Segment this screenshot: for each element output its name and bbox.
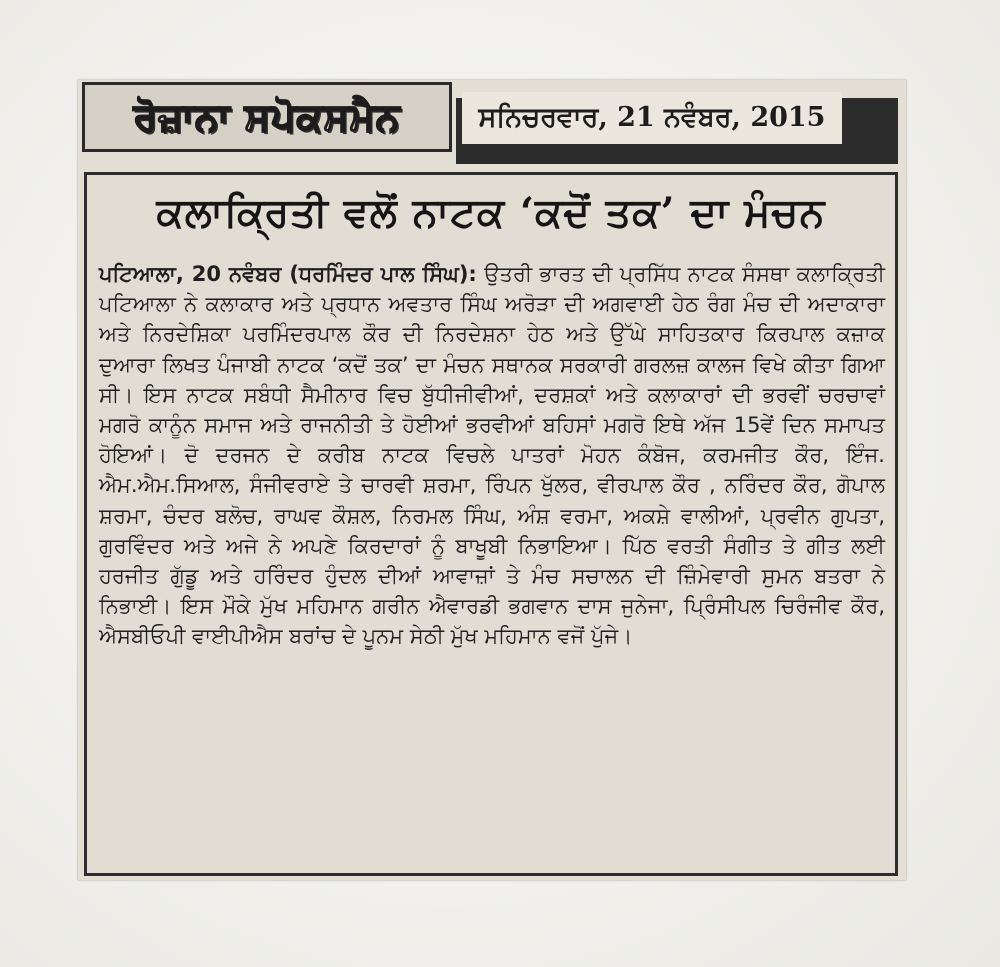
article-box [84, 172, 898, 876]
article-body [99, 259, 885, 652]
masthead [78, 80, 906, 166]
article-dateline: ਪਟਿਆਲਾ, 20 ਨਵੰਬਰ (ਧਰਮਿੰਦਰ ਪਾਲ ਸਿੰਘ): [99, 262, 477, 286]
issue-date: ਸਨਿਚਰਵਾਰ, 21 ਨਵੰਬਰ, 2015 [478, 102, 826, 133]
newspaper-name: ਰੋਜ਼ਾਨਾ ਸਪੋਕਸਮੈਨ [133, 94, 401, 139]
article-headline: ਕਲਾਕ੍ਰਿਤੀ ਵਲੋਂ ਨਾਟਕ ‘ਕਦੋਂ ਤਕ’ ਦਾ ਮੰਚਨ [156, 189, 826, 236]
newspaper-logo [82, 82, 452, 152]
newspaper-clipping [78, 80, 906, 880]
date-box [462, 92, 842, 144]
article-text: ਉਤਰੀ ਭਾਰਤ ਦੀ ਪ੍ਰਸਿੱਧ ਨਾਟਕ ਸੰਸਥਾ ਕਲਾਕ੍ਰਿਤੀ ਪਟਿਆਲਾ ਨੇ ਕਲਾਕਾਰ ਅਤੇ ਪ੍ਰਧਾਨ ਅਵਤਾਰ ਸਿੰਘ ਅਰੋੜਾ ਦੀ ਅਗਵਾਈ ਹੇਠ ਰੰਗ ਮੰਚ ਦੀ ਅਦਾਕਾਰਾ ਅਤੇ ਨਿਰਦੇਸ਼ਿਕਾ ਪਰਮਿੰਦਰਪਾਲ ਕੌਰ ਦੀ ਨਿਰਦੇਸ਼ਨਾ ਹੇਠ ਅਤੇ ਉੱਘੇ ਸਾਹਿਤਕਾਰ ਕਿਰਪਾਲ ਕਜ਼ਾਕ ਦੁਆਰਾ ਲਿਖਤ ਪੰਜਾਬੀ ਨਾਟਕ ‘ਕਦੋਂ ਤਕ’ ਦਾ ਮੰਚਨ ਸਥਾਨਕ ਸਰਕਾਰੀ ਗਰਲਜ਼ ਕਾਲਜ ਵਿਖੇ ਕੀਤਾ ਗਿਆ ਸੀ। ਇਸ ਨਾਟਕ ਸਬੰਧੀ ਸੈਮੀਨਾਰ ਵਿਚ ਬੁੱਧੀਜੀਵੀਆਂ, ਦਰਸ਼ਕਾਂ ਅਤੇ ਕਲਾਕਾਰਾਂ ਦੀ ਭਰਵੀਂ ਚਰਚਾਵਾਂ ਮਗਰੋ ਕਾਨੂੰਨ ਸਮਾਜ ਅਤੇ ਰਾਜਨੀਤੀ ਤੇ ਹੋਈਆਂ ਭਰਵੀਆਂ ਬਹਿਸਾਂ ਮਗਰੋ ਇਥੇ ਅੱਜ 15ਵੇਂ ਦਿਨ ਸਮਾਪਤ ਹੋਇਆਂ। ਦੋ ਦਰਜਨ ਦੇ ਕਰੀਬ ਨਾਟਕ ਵਿਚਲੇ ਪਾਤਰਾਂ ਮੋਹਨ ਕੰਬੋਜ, ਕਰਮਜੀਤ ਕੌਰ, ਇੰਜ. ਐਮ.ਐਮ.ਸਿਆਲ, ਸੰਜੀਵਰਾਏ ਤੇ ਚਾਰਵੀ ਸ਼ਰਮਾ, ਰਿੰਪਨ ਖੁੱਲਰ, ਵੀਰਪਾਲ ਕੌਰ , ਨਰਿੰਦਰ ਕੌਰ, ਗੋਪਾਲ ਸ਼ਰਮਾ, ਚੰਦਰ ਬਲੋਚ, ਰਾਘਵ ਕੌਸ਼ਲ, ਨਿਰਮਲ ਸਿੰਘ, ਅੰਸ਼ ਵਰਮਾ, ਅਕਸ਼ੇ ਵਾਲੀਆਂ, ਪ੍ਰਵੀਨ ਗੁਪਤਾ, ਗੁਰਵਿੰਦਰ ਅਤੇ ਅਜੇ ਨੇ ਅਪਣੇ ਕਿਰਦਾਰਾਂ ਨੂੰ ਬਾਖੂਬੀ ਨਿਭਾਇਆ। ਪਿੱਠ ਵਰਤੀ ਸੰਗੀਤ ਤੇ ਗੀਤ ਲਈ ਹਰਜੀਤ ਗੁੱਡੂ ਅਤੇ ਹਰਿੰਦਰ ਹੁੰਦਲ ਦੀਆਂ ਆਵਾਜ਼ਾਂ ਤੇ ਮੰਚ ਸਚਾਲਨ ਦੀ ਜ਼ਿੰਮੇਵਾਰੀ ਸੁਮਨ ਬਤਰਾ ਨੇ ਨਿਭਾਈ। ਇਸ ਮੌਕੇ ਮੁੱਖ ਮਹਿਮਾਨ ਗਰੀਨ ਐਵਾਰਡੀ ਭਗਵਾਨ ਦਾਸ ਜੁਨੇਜਾ, ਪ੍ਰਿੰਸੀਪਲ ਚਿਰੰਜੀਵ ਕੌਰ, ਐਸਬੀਓਪੀ ਵਾਈਪੀਐਸ ਬਰਾਂਚ ਦੇ ਪੂਨਮ ਸੇਠੀ ਮੁੱਖ ਮਹਿਮਾਨ ਵਜੋਂ ਪੁੱਜੇ। [99, 262, 885, 649]
